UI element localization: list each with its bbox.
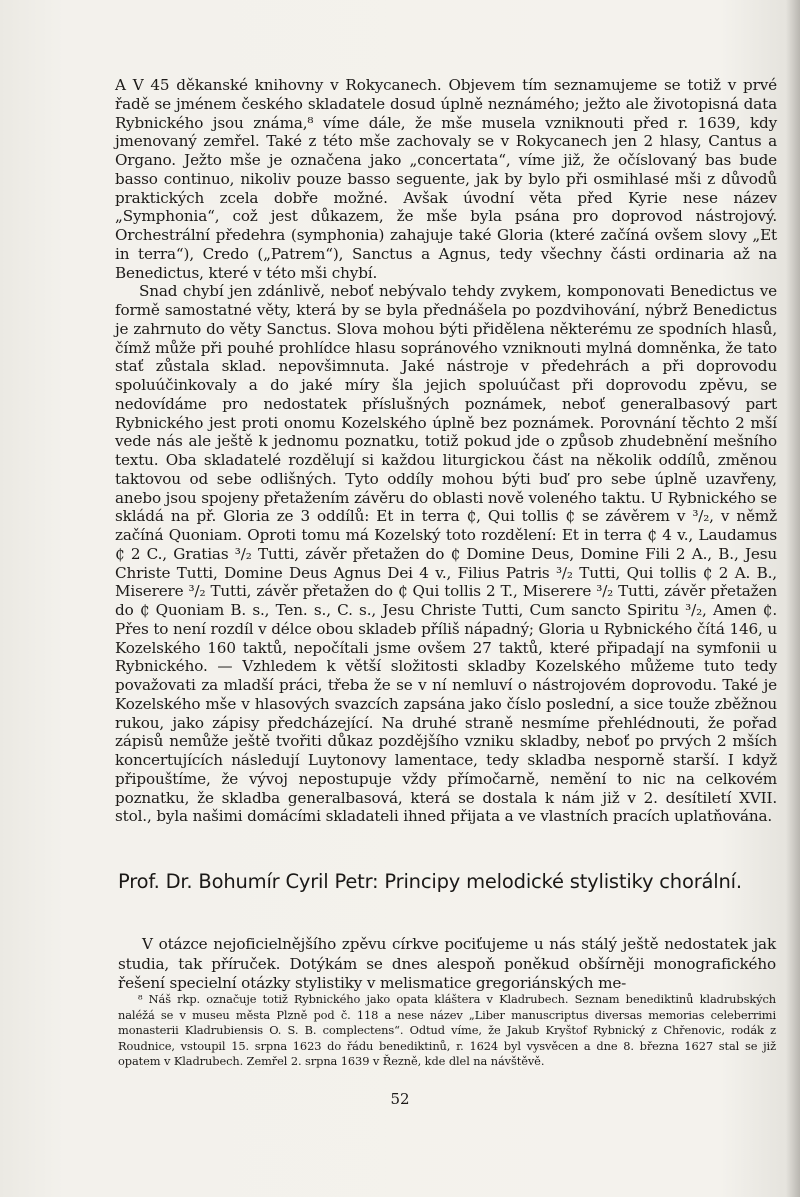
section-intro-paragraph: V otázce nejoficielnějšího zpěvu církve pociťujeme u nás stálý ještě nedostatek jak studia, tak příruček. Dotýkám se dnes alespoň poněkud obšírněji monografického řešení specielní otázky stylistiky v melismatice gregoriánských me-: [118, 935, 776, 992]
body-paragraph: A V 45 děkanské knihovny v Rokycanech. Objevem tím seznamujeme se totiž v prvé řadě se jménem českého skladatele dosud úplně neznámého; ježto ale životopisná data Rybnického jsou známa,⁸ víme dále, že mše musela vzniknouti před r. 1639, kdy jmenovaný zemřel. Také z této mše zachovaly se v Rokycanech jen 2 hlasy, Cantus a Organo. Ježto mše je označena jako „concertata“, víme již, že očíslovaný bas bude basso continuo, nikoliv pouze basso seguente, jak by bylo při osmihlasé mši z důvodů praktických zcela dobře možné. Avšak úvodní věta před Kyrie nese název „Symphonia“, což jest důkazem, že mše byla psána pro doprovod nástrojový. Orchestrální předehra (symphonia) zahajuje také Gloria (které začíná ovšem slovy „Et in terra“), Credo („Patrem“), Sanctus a Agnus, tedy všechny části ordinaria až na Benedictus, které v této mši chybí.: [115, 76, 777, 282]
page-spine-shadow: [786, 0, 800, 1197]
page-number: 52: [390, 1090, 410, 1108]
main-text-block: [115, 76, 777, 826]
section-intro-block: [118, 935, 776, 994]
footnote-block: [118, 992, 776, 1070]
body-paragraph: Snad chybí jen zdánlivě, neboť nebývalo tehdy zvykem, komponovati Benedictus ve formě samostatné věty, která by se byla přednášela po pozdvihování, nýbrž Benedictus je zahrnuto do věty Sanctus. Slova mohou býti přidělena některému ze spodních hlasů, čímž může při pouhé prohlídce hlasu sopránového vzniknouti mylná domněnka, že tato stať zůstala sklad. nepovšimnuta. Jaké nástroje v předehrách a při doprovodu spoluúčinkovaly a do jaké míry šla jejich spoluúčast při doprovodu zpěvu, se nedovídáme pro nedostatek příslušných poznámek, neboť generalbasový part Rybnického jest proti onomu Kozelského úplně bez poznámek. Porovnání těchto 2 mší vede nás ale ještě k jednomu poznatku, totiž pokud jde o způsob zhudebnění mešního textu. Oba skladatelé rozdělují si každou liturgickou část na několik oddílů, změnou taktovou od sebe odlišných. Tyto oddíly mohou býti buď pro sebe úplně uzavřeny, anebo jsou spojeny přetažením závěru do oblasti nově voleného taktu. U Rybnického se skládá na př. Gloria ze 3 oddílů: Et in terra ₵, Qui tollis ₵ se závěrem v ³/₂, v němž začíná Quoniam. Oproti tomu má Kozelský toto rozdělení: Et in terra ₵ 4 v., Laudamus ₵ 2 C., Gratias ³/₂ Tutti, závěr přetažen do ₵ Domine Deus, Domine Fili 2 A., B., Jesu Christe Tutti, Domine Deus Agnus Dei 4 v., Filius Patris ³/₂ Tutti, Qui tollis ₵ 2 A. B., Miserere ³/₂ Tutti, závěr přetažen do ₵ Qui tollis 2 T., Miserere ³/₂ Tutti, závěr přetažen do ₵ Quoniam B. s., Ten. s., C. s., Jesu Christe Tutti, Cum sancto Spiritu ³/₂, Amen ₵. Přes to není rozdíl v délce obou skladeb příliš nápadný; Gloria u Rybnického čítá 146, u Kozelského 160 taktů, nepočítali jsme ovšem 27 taktů, které připadají na symfonii u Rybnického. — Vzhledem k větší složitosti skladby Kozelského můžeme tuto tedy považovati za mladší práci, třeba že se v ní nemluví o nástrojovém doprovodu. Také je Kozelského mše v hlasových svazcích zapsána jako číslo poslední, a sice touže zběžnou rukou, jako zápisy předcházející. Na druhé straně nesmíme přehlédnouti, že pořad zápisů nemůže ještě tvořiti důkaz pozdějšího vzniku skladby, neboť po prvých 2 mších koncertujících následují Luytonovy lamentace, tedy skladba nesporně starší. I když připouštíme, že vývoj nepostupuje vždy přímočarně, nemění to nic na celkovém poznatku, že skladba generalbasová, která se dostala k nám již v 2. desítiletí XVII. stol., byla našimi domácími skladateli ihned přijata a ve vlastních pracích uplatňována.: [115, 282, 777, 826]
section-heading: Prof. Dr. Bohumír Cyril Petr: Principy melodické stylistiky chorální.: [118, 870, 742, 893]
footnote-text: ⁸ Náš rkp. označuje totiž Rybnického jako opata kláštera v Kladrubech. Seznam benediktinů kladrubských naléžá se v museu města Plzně pod č. 118 a nese název „Liber manuscriptus diversas memorias celeberrimi monasterii Kladrubiensis O. S. B. complectens“. Odtud víme, že Jakub Kryštof Rybnický z Chřenovic, rodák z Roudnice, vstoupil 15. srpna 1623 do řádu benediktinů, r. 1624 byl vysvěcen a dne 8. března 1627 stal se již opatem v Kladrubech. Zemřel 2. srpna 1639 v Řezně, kde dlel na návštěvě.: [118, 992, 776, 1069]
